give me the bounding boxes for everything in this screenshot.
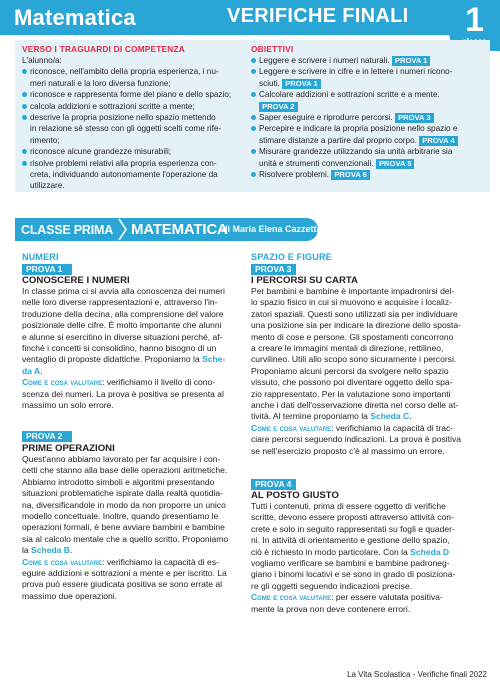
text-run: giano i binomi locativi e se sono in grado di posiziona- (251, 569, 456, 580)
obiettivo-text: sciuti. (259, 78, 280, 88)
traguardo-text: risolve problemi relativi alla propria esperienza con- (30, 158, 217, 168)
prova-4-badge: PROVA 4 (251, 479, 296, 490)
obiettivo-item (251, 112, 488, 123)
traguardo-item (22, 146, 245, 157)
obiettivo-line (259, 66, 488, 77)
traguardo-text: riconosce alcune grandezze misurabili; (30, 147, 172, 157)
obiettivo-text: Misurare grandezze utilizzando sia unità arbitrarie sia (259, 147, 453, 157)
text-line (251, 592, 489, 603)
text-line (22, 465, 247, 476)
text-run: mento di cose e persone. Gli spostamenti concorrono (251, 331, 454, 342)
text-run: modello concettuale. Inoltre, quando presentiamo le (22, 511, 219, 522)
traguardo-line (30, 89, 245, 100)
text-line (22, 286, 247, 297)
text-run: : per essere valutata positiva- (331, 592, 443, 603)
text-run: prova può essere giudicata positiva se sono errate al (22, 579, 223, 590)
obiettivi-list (251, 55, 488, 180)
subject-title: Matematica (14, 5, 136, 30)
text-line (22, 545, 247, 556)
text-run: scritte, devono essere proposti attraverso attività con- (251, 512, 454, 523)
text-line (22, 320, 247, 331)
text-line (251, 558, 489, 569)
text-run: nelle loro diverse rappresentazioni e, attraverso l'in- (22, 297, 218, 308)
traguardo-line (30, 135, 245, 146)
traguardo-text: descrive la propria posizione nello spazio mettendo (30, 113, 216, 123)
text-line (251, 400, 489, 411)
text-run: ciare percorsi seguendo indicazioni. La prova è positiva (251, 434, 461, 445)
text-run: ciò è richiesto in modo particolare. Con la (251, 546, 411, 557)
text-line (251, 309, 489, 320)
text-run: finché i concetti si consolidino, hanno bisogno di un (22, 343, 217, 354)
text-line (251, 512, 489, 523)
prova-badge: PROVA 1 (392, 56, 431, 66)
obiettivo-line (259, 135, 488, 146)
text-run: re gli oggetti seguendo indicazioni precise. (251, 580, 413, 591)
text-line (22, 389, 247, 400)
traguardi-heading: VERSO I TRAGUARDI DI COMPETENZA (22, 44, 185, 54)
text-run: cetti che stanno alla base delle operazioni aritmetiche. (22, 465, 228, 476)
traguardo-line (30, 112, 245, 123)
obiettivo-item (251, 146, 488, 169)
text-run: massimo un solo errore. (22, 400, 114, 411)
obiettivo-text: Leggere e scrivere in cifre e in lettere i numeri ricono- (259, 67, 453, 77)
prova-badge: PROVA 3 (395, 113, 434, 123)
obiettivi-heading: OBIETTIVI (251, 44, 294, 54)
obiettivo-line (259, 146, 488, 157)
text-line (22, 343, 247, 354)
obiettivo-text: stimare distanze a partire dal proprio corpo. (259, 135, 417, 145)
obiettivo-line (259, 112, 488, 123)
text-run: massimo due operazioni. (22, 590, 118, 601)
come-valutare-label: Come e cosa valutare (22, 556, 103, 567)
traguardo-line (30, 180, 245, 191)
text-run: se nell'esercizio proposto c'è al massimo un errore. (251, 445, 445, 456)
prova-3-text (251, 286, 489, 457)
text-line (22, 309, 247, 320)
prova-1-text (22, 286, 247, 411)
text-run: mente la prova non deve contenere errori. (251, 603, 411, 614)
obiettivo-text: Percepire e indicare la propria posizione nello spazio e (259, 124, 458, 134)
obiettivo-line (259, 169, 488, 180)
text-run: Proponiamo alcuni percorsi da svolgere nello spazio (251, 365, 449, 376)
text-run: vissuto, che possono poi diventare oggetto dello spa- (251, 377, 453, 388)
class-banner (15, 218, 322, 241)
text-line (251, 604, 489, 615)
traguardo-line (30, 66, 245, 77)
page-header (0, 0, 500, 35)
text-run: curvilineo. Utili allo scopo sono sicuramente i percorsi. (251, 354, 457, 365)
section-spazio-e-figure: SPAZIO E FIGURE (251, 252, 332, 262)
text-line (22, 511, 247, 522)
text-run: : verifichiamo il livello di cono- (102, 377, 216, 388)
traguardi-list (22, 55, 245, 192)
text-run: operazioni formali, è bene avviare bambini e bambine (22, 522, 225, 533)
text-line (22, 591, 247, 602)
traguardo-text: calcola addizioni e sottrazioni scritte a mente; (30, 101, 195, 111)
text-line (22, 477, 247, 488)
traguardo-text: rimento; (30, 135, 60, 145)
prova-1-title: CONOSCERE I NUMERI (22, 275, 130, 286)
page-title: VERIFICHE FINALI (227, 5, 409, 27)
banner-author: di Maria Elena Cazzetta (222, 224, 322, 234)
text-line (22, 522, 247, 533)
page-footer: La Vita Scolastica - Verifiche finali 2022 (347, 670, 487, 679)
obiettivo-text: Calcolare addizioni e sottrazioni scritte e a mente. (259, 90, 440, 100)
prova-1-badge: PROVA 1 (22, 264, 72, 275)
traguardo-text: creta, individuando autonomamente l'operazione da (30, 170, 218, 180)
text-run: e alunne si esercitino in diverse situazioni perché, af- (22, 331, 223, 342)
section-numeri: NUMERI (22, 252, 59, 262)
scheda-link[interactable]: Scheda D (410, 546, 450, 557)
obiettivo-line (259, 123, 488, 134)
text-line (251, 535, 489, 546)
obiettivo-text: Leggere e scrivere i numeri naturali. (259, 56, 390, 65)
obiettivo-text: Risolvere problemi. (259, 170, 330, 180)
prova-2-badge: PROVA 2 (22, 431, 72, 442)
prova-2-text (22, 454, 247, 602)
text-line (251, 581, 489, 592)
scheda-link[interactable]: Sche- (202, 354, 226, 365)
text-run: lo spazio fisico in cui si muovono e acquisire i localiz- (251, 297, 452, 308)
obiettivo-item (251, 55, 488, 66)
obiettivo-line (259, 101, 488, 112)
come-valutare-label: Come e cosa valutare (251, 592, 332, 603)
text-line (22, 557, 247, 568)
text-line (251, 343, 489, 354)
obiettivo-text: Saper eseguire e riprodurre percorsi. (259, 113, 393, 123)
traguardo-line (30, 158, 245, 169)
text-run: a creare le immagini mentali di direzione, rettilineo, (251, 343, 444, 354)
traguardo-line (30, 101, 245, 112)
text-line (251, 377, 489, 388)
prova-badge: PROVA 4 (419, 136, 458, 146)
text-run: sia al calcolo mentale che a quello scritto. Proponiamo (22, 533, 229, 544)
text-line (22, 534, 247, 545)
text-line (22, 354, 247, 365)
text-run: Tutti i contenuti, prima di essere oggetto di verifiche (251, 501, 446, 511)
obiettivo-line (259, 89, 488, 100)
text-line (251, 547, 489, 558)
text-line (22, 297, 247, 308)
text-line (22, 579, 247, 590)
prova-4-text (251, 501, 489, 615)
scheda-link[interactable]: Scheda C (370, 411, 410, 422)
obiettivo-item (251, 169, 488, 180)
text-run: na, diversificandole in modo da non proporre un unico (22, 499, 226, 510)
text-line (251, 434, 489, 445)
text-line (22, 500, 247, 511)
text-run: . (409, 411, 412, 422)
text-run: eguire addizioni e sottrazioni a mente e per iscritto. La (22, 568, 227, 579)
text-line (22, 488, 247, 499)
traguardo-line (30, 169, 245, 180)
traguardo-item (22, 89, 245, 100)
text-line (251, 524, 489, 535)
traguardo-text: in relazione sé stesso con gli oggetti scelti come rife- (30, 124, 222, 134)
prova-2-title: PRIME OPERAZIONI (22, 443, 115, 454)
text-line (22, 366, 247, 377)
text-run: troduzione della decina, alla comprensione del valore (22, 308, 224, 319)
text-run: posizionale delle cifre. È molto importante che alunni (22, 320, 222, 331)
text-line (251, 366, 489, 377)
prova-badge: PROVA 5 (376, 159, 415, 169)
text-run: crete e solo in seguito rappresentati su fogli e quader- (251, 523, 455, 534)
traguardo-item (22, 66, 245, 89)
banner-classe: CLASSE PRIMA (21, 223, 114, 237)
text-line (22, 454, 247, 465)
text-line (251, 297, 489, 308)
prova-badge: PROVA 2 (259, 102, 298, 112)
prova-badge: PROVA 1 (282, 79, 321, 89)
text-run: . (69, 545, 73, 556)
text-run: : verifichiamo la capacità di trac- (331, 422, 454, 433)
traguardo-item (22, 158, 245, 192)
chevron-divider-icon (118, 218, 128, 241)
text-line (251, 354, 489, 365)
prova-badge: PROVA 6 (331, 170, 370, 180)
traguardo-text: riconosce e rappresenta forme del piano e dello spazio; (30, 90, 232, 100)
obiettivo-item (251, 66, 488, 89)
traguardo-text: meri naturali e la loro diversa funzione; (30, 78, 171, 88)
text-line (251, 423, 489, 434)
text-run: anche i dati dell'osservazione diretta nel corso delle at- (251, 400, 459, 411)
text-line (22, 568, 247, 579)
text-run: tività. Al termine proponiamo la (251, 411, 371, 422)
grade-number: 1 (465, 1, 484, 39)
traguardo-item (22, 112, 245, 146)
text-run: zio rappresentato. Per la valutazione sono importanti (251, 388, 451, 399)
traguardo-line (30, 78, 245, 89)
text-line (251, 411, 489, 422)
prova-3-title: I PERCORSI SU CARTA (251, 275, 358, 286)
text-line (22, 400, 247, 411)
text-line (251, 446, 489, 457)
text-run: Quest'anno abbiamo lavorato per far acquisire i con- (22, 454, 221, 464)
text-line (251, 286, 489, 297)
traguardi-intro: L'alunno/a: (22, 56, 62, 65)
text-line (251, 332, 489, 343)
scheda-link[interactable]: Scheda B (31, 545, 70, 556)
traguardo-text: utilizzare. (30, 181, 65, 191)
obiettivo-line (259, 55, 488, 66)
text-run: situazioni problematiche ispirate dalla realtà quotidia- (22, 488, 223, 499)
traguardo-item (22, 101, 245, 112)
obiettivo-item (251, 89, 488, 112)
text-run: . (40, 365, 43, 376)
obiettivo-line (259, 78, 488, 89)
text-line (22, 332, 247, 343)
text-run: scenza dei numeri. La prova è positiva se presenta al (22, 388, 224, 399)
text-run: vogliamo verificare se bambini e bambine padroneg- (251, 558, 450, 569)
obiettivo-item (251, 123, 488, 146)
text-line (251, 320, 489, 331)
scheda-link[interactable]: da A (22, 365, 41, 376)
come-valutare-label: Come e cosa valutare (22, 377, 103, 388)
text-run: la (22, 545, 32, 556)
text-run: : verifichiamo la capacità di es- (102, 556, 219, 567)
traguardo-text: riconosce, nell'ambito della propria esperienza, i nu- (30, 67, 219, 77)
text-run: ventaglio di proposte didattiche. Proponiamo la (22, 354, 203, 365)
prova-3-badge: PROVA 3 (251, 264, 296, 275)
text-line (251, 389, 489, 400)
come-valutare-label: Come e cosa valutare (251, 422, 332, 433)
text-run: Per bambini e bambine è importante impadronirsi del- (251, 286, 455, 296)
text-run: ni. In attività di orientamento e gestione dello spazio, (251, 535, 450, 546)
obiettivo-line (259, 158, 488, 169)
text-run: una posizione sia per indicare la direzione dello sposta- (251, 320, 461, 331)
text-run: Abbiamo introdotto simboli e algoritmi presentando (22, 476, 215, 487)
text-run: zatori spaziali. Questi sono utilizzati sia per individuare (251, 308, 458, 319)
text-line (251, 569, 489, 580)
text-line (251, 501, 489, 512)
traguardo-line (30, 146, 245, 157)
prova-4-title: AL POSTO GIUSTO (251, 490, 339, 501)
banner-materia: MATEMATICA (131, 221, 228, 238)
obiettivo-text: unità e strumenti convenzionali. (259, 158, 374, 168)
text-line (22, 377, 247, 388)
traguardo-line (30, 123, 245, 134)
text-run: In classe prima ci si avvia alla conoscenza dei numeri (22, 286, 225, 296)
